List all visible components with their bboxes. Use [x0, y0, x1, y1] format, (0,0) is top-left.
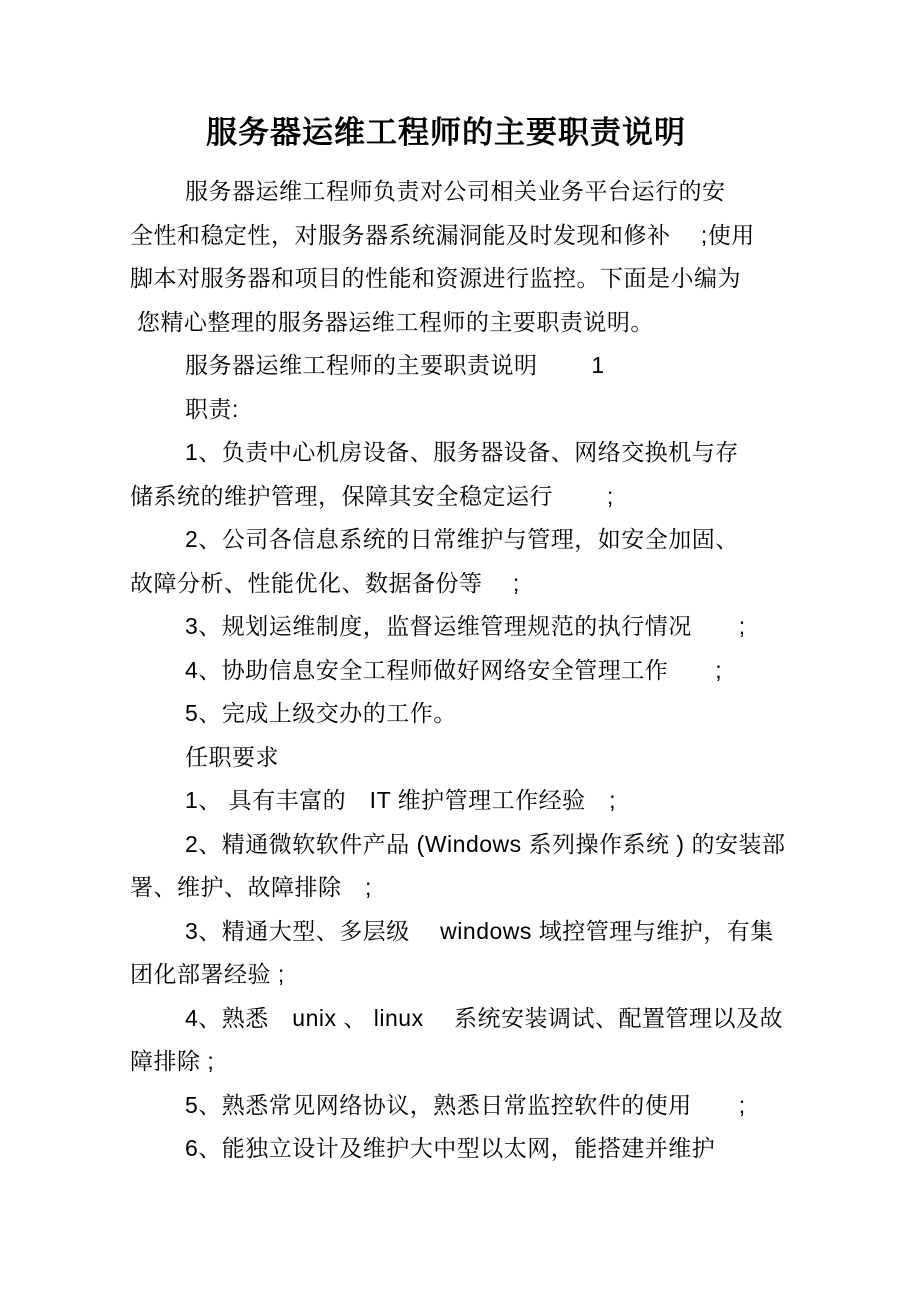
- doc-line: 6、能独立设计及维护大中型以太网，能搭建并维护: [185, 1135, 716, 1161]
- doc-line: 服务器运维工程师的主要职责说明 1: [185, 352, 605, 378]
- doc-line: 团化部署经验 ;: [130, 961, 285, 987]
- doc-line: 1、负责中心机房设备、服务器设备、网络交换机与存: [185, 439, 739, 465]
- document-title: 服务器运维工程师的主要职责说明: [206, 115, 686, 150]
- doc-line: 服务器运维工程师负责对公司相关业务平台运行的安: [185, 178, 726, 204]
- doc-line: 储系统的维护管理，保障其安全稳定运行 ;: [130, 482, 614, 509]
- doc-line: 5、熟悉常见网络协议，熟悉日常监控软件的使用 ;: [185, 1091, 746, 1118]
- doc-line: 障排除 ;: [130, 1048, 215, 1074]
- doc-line: 职责:: [185, 395, 239, 422]
- doc-line: 故障分析、性能优化、数据备份等 ;: [130, 569, 520, 596]
- doc-line: 2、公司各信息系统的日常维护与管理，如安全加固、: [185, 526, 739, 552]
- doc-line: 全性和稳定性，对服务器系统漏洞能及时发现和修补 ;使用: [130, 221, 755, 248]
- doc-line: 脚本对服务器和项目的性能和资源进行监控。下面是小编为: [130, 265, 741, 291]
- doc-line: 3、规划运维制度，监督运维管理规范的执行情况 ;: [185, 613, 746, 639]
- doc-line: 1、 具有丰富的 IT 维护管理工作经验 ;: [185, 787, 616, 813]
- doc-line: 3、精通大型、多层级 windows 域控管理与维护，有集: [185, 917, 774, 944]
- document-body: [130, 110, 820, 1171]
- doc-line: 您精心整理的服务器运维工程师的主要职责说明。: [130, 308, 654, 335]
- doc-line: 任职要求: [185, 743, 279, 770]
- doc-line: 2、精通微软软件产品 (Windows 系列操作系统 ) 的安装部: [185, 830, 786, 857]
- doc-line: 署、维护、故障排除 ;: [130, 874, 372, 900]
- doc-line: 4、协助信息安全工程师做好网络安全管理工作 ;: [185, 656, 723, 683]
- doc-line: 4、熟悉 unix 、 linux 系统安装调试、配置管理以及故: [185, 1004, 783, 1031]
- doc-line: 5、完成上级交办的工作。: [185, 700, 457, 726]
